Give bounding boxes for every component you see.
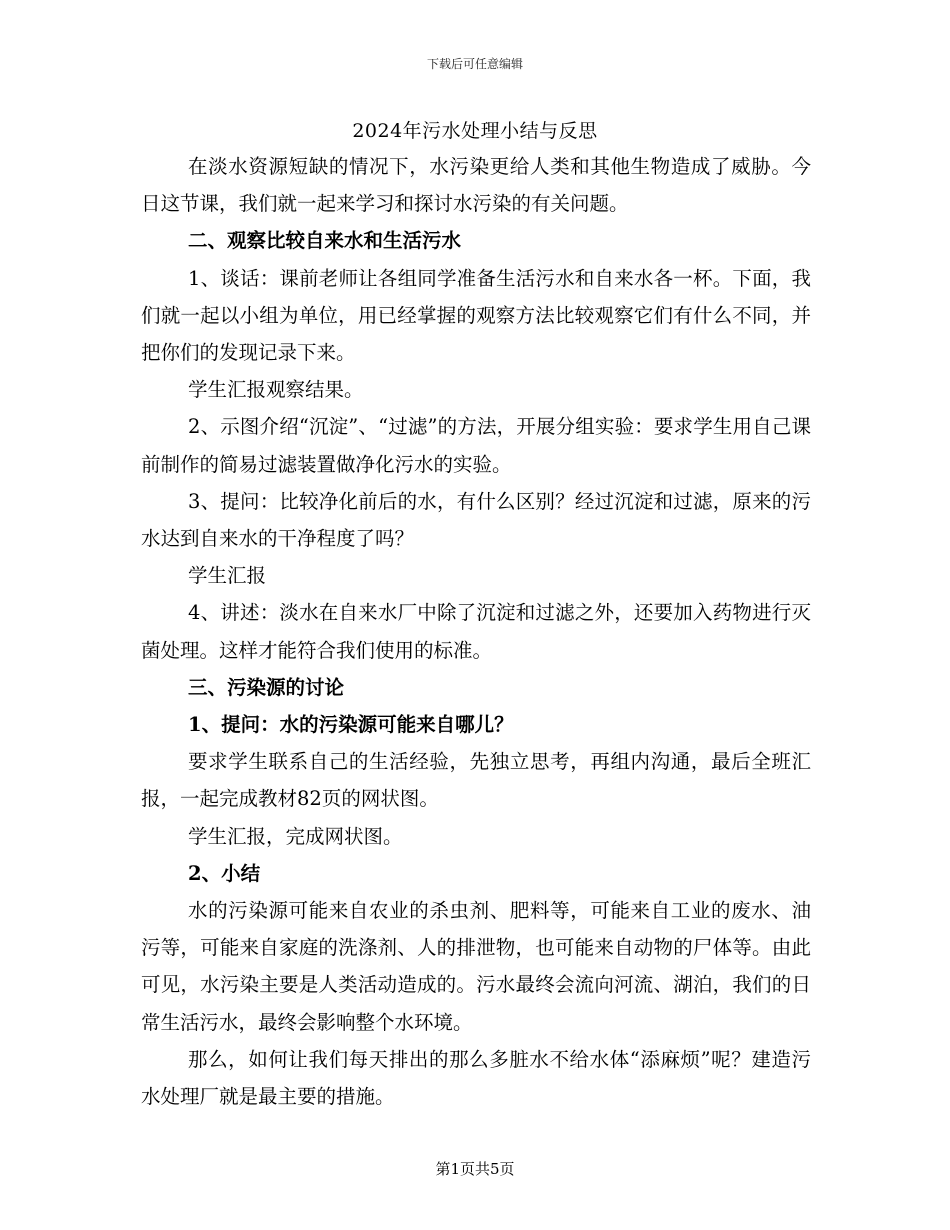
paragraph: 学生汇报 [188, 564, 267, 588]
paragraph: 那么，如何让我们每天排出的那么多脏水不给水体“添麻烦”呢？建造污水处理厂就是最主要的措施。 [141, 1047, 811, 1109]
paragraph: 2、示图介绍“沉淀”、“过滤”的方法，开展分组实验：要求学生用自己课前制作的简易过滤装置做净化污水的实验。 [141, 415, 811, 476]
section-heading: 三、污染源的讨论 [188, 675, 345, 699]
subsection-heading: 2、小结 [188, 861, 261, 885]
page-header: 下载后可任意编辑 [426, 57, 523, 71]
paragraph: 3、提问：比较净化前后的水，有什么区别？经过沉淀和过滤，原来的污水达到自来水的干净程度了吗？ [141, 489, 811, 551]
paragraph: 在淡水资源短缺的情况下，水污染更给人类和其他生物造成了威胁。今日这节课，我们就一起来学习和探讨水污染的有关问题。 [141, 155, 811, 216]
paragraph: 要求学生联系自己的生活经验，先独立思考，再组内沟通，最后全班汇报，一起完成教材82页的网状图。 [141, 750, 811, 811]
paragraph: 学生汇报观察结果。 [188, 378, 364, 402]
paragraph: 1、谈话：课前老师让各组同学准备生活污水和自来水各一杯。下面，我们就一起以小组为单位，用已经掌握的观察方法比较观察它们有什么不同，并把你们的发现记录下来。 [141, 266, 811, 365]
paragraph: 4、讲述：淡水在自来水厂中除了沉淀和过滤之外，还要加入药物进行灭菌处理。这样才能符合我们使用的标准。 [141, 601, 811, 662]
section-heading: 二、观察比较自来水和生活污水 [188, 229, 462, 253]
page-footer: 第1页共5页 [435, 1160, 515, 1178]
document-title: 2024年污水处理小结与反思 [352, 120, 598, 142]
paragraph: 水的污染源可能来自农业的杀虫剂、肥料等，可能来自工业的废水、油污等，可能来自家庭的洗涤剂、人的排泄物，也可能来自动物的尸体等。由此可见，水污染主要是人类活动造成的。污水最终会流向河流、湖泊，我们的日常生活污水，最终会影响整个水环境。 [141, 899, 811, 1034]
paragraph: 学生汇报，完成网状图。 [188, 824, 403, 848]
document-body [141, 148, 811, 1115]
subsection-heading: 1、提问：水的污染源可能来自哪儿？ [188, 713, 514, 737]
